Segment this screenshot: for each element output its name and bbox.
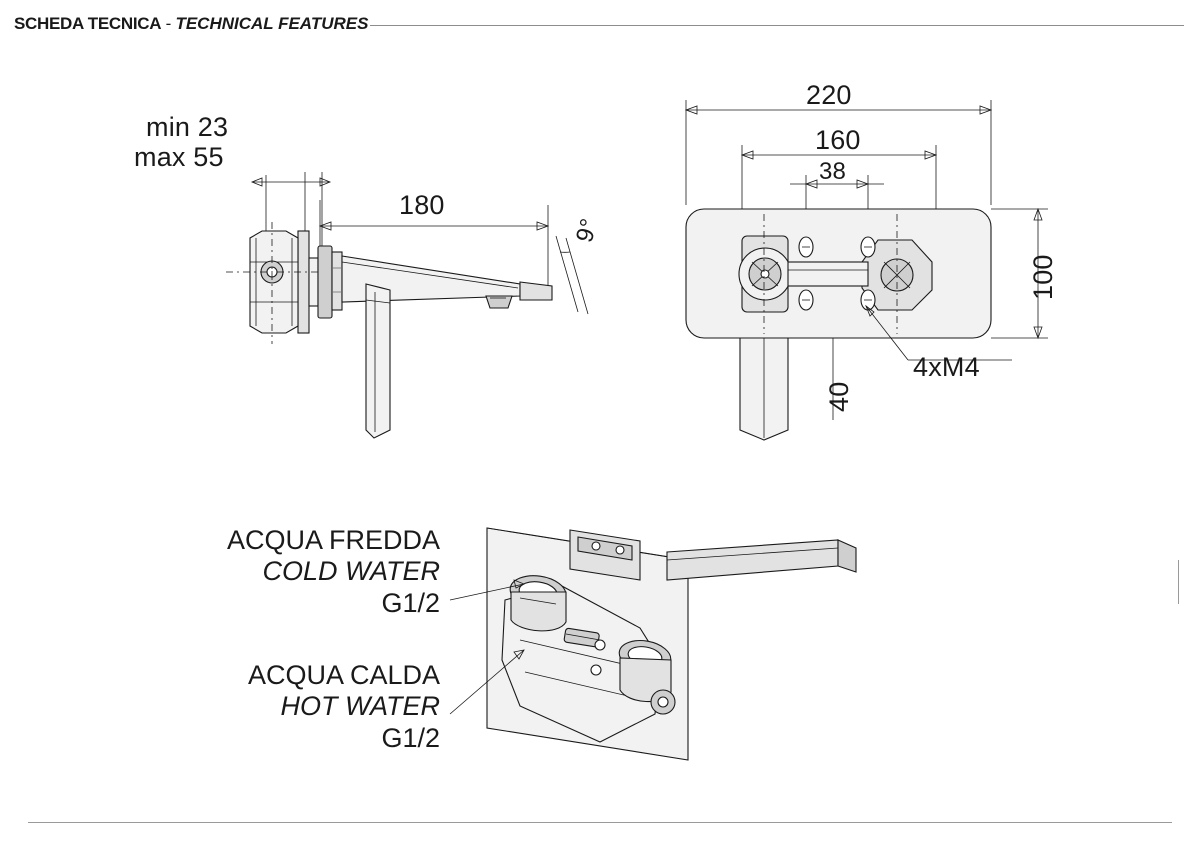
- cold-water-callout: [128, 525, 440, 619]
- hot-water-callout-line2: HOT WATER: [280, 691, 440, 722]
- dimension-max-55: max 55: [134, 142, 224, 172]
- dimension-angle-9deg: 9°: [571, 215, 604, 246]
- page-title-separator: -: [161, 14, 176, 33]
- dimension-38: 38: [819, 158, 847, 185]
- callout-4xm4: 4xM4: [913, 352, 980, 382]
- dimension-100: 100: [1028, 254, 1058, 300]
- hot-water-callout-line1: ACQUA CALDA: [247, 660, 440, 690]
- hot-water-callout: [128, 660, 440, 754]
- page-title-en: TECHNICAL FEATURES: [175, 14, 369, 33]
- dimension-220: 220: [806, 80, 852, 110]
- dimension-min-23: min 23: [146, 112, 229, 142]
- dimension-180: 180: [399, 190, 445, 220]
- page-title-it: SCHEDA TECNICA: [14, 14, 162, 33]
- hot-water-callout-line3: G1/2: [381, 722, 440, 753]
- dimension-40: 40: [824, 381, 854, 412]
- cold-water-callout-line3: G1/2: [381, 587, 440, 618]
- cold-water-callout-line2: COLD WATER: [262, 556, 440, 587]
- cold-water-callout-line1: ACQUA FREDDA: [226, 525, 440, 555]
- dimension-160: 160: [815, 125, 861, 155]
